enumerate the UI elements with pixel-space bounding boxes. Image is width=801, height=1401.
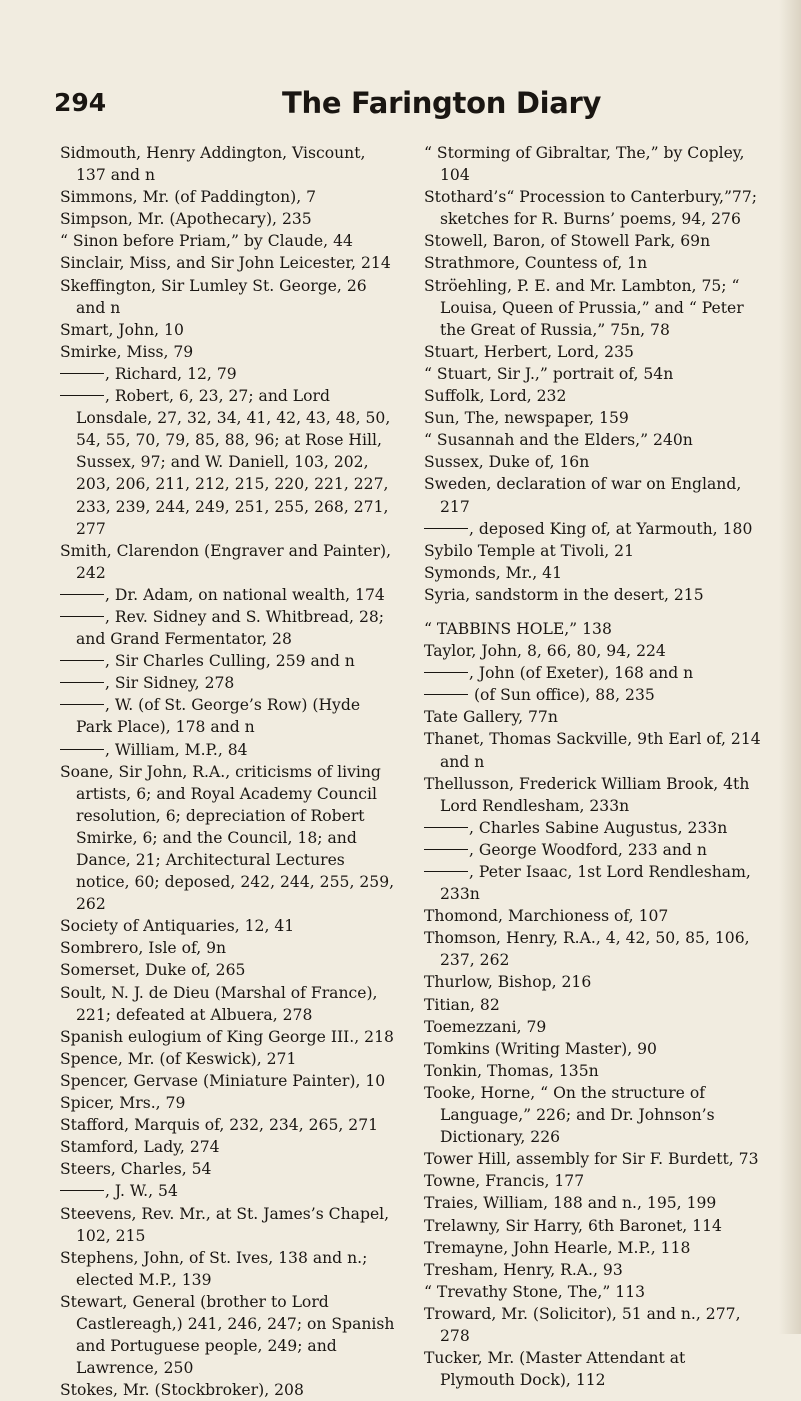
index-entry [424, 1215, 764, 1237]
ditto-dash [60, 594, 104, 595]
index-entry-text: Thurlow, Bishop, 216 [424, 973, 592, 992]
index-entry-text: Stuart, Herbert, Lord, 235 [424, 342, 634, 361]
index-entry [424, 662, 764, 684]
index-entry [424, 1303, 764, 1347]
index-entry [424, 618, 764, 640]
index-entry-text: Spencer, Gervase (Miniature Painter), 10 [60, 1071, 386, 1090]
index-entry-text: Smith, Clarendon (Engraver and Painter), 242 [60, 541, 392, 582]
index-entry [60, 672, 400, 694]
index-entry-text: Tate Gallery, 77n [424, 708, 558, 727]
index-entry-text: Stothard’s“ Procession to Canterbury,”77; sketches for R. Burns’ poems, 94, 276 [424, 188, 758, 229]
index-entry-text: , Sir Sidney, 278 [105, 674, 235, 693]
index-entry [424, 1016, 764, 1038]
index-entry-text: , deposed King of, at Yarmouth, 180 [469, 519, 753, 538]
index-entry-text: Smirke, Miss, 79 [60, 342, 194, 361]
index-entry-text: Sidmouth, Henry Addington, Viscount, 137 and n [60, 144, 366, 185]
index-entry-text: Tower Hill, assembly for Sir F. Burdett, 73 [424, 1150, 759, 1169]
index-entry-text: “ TABBINS HOLE,” 138 [424, 619, 612, 638]
index-entry-text: Tresham, Henry, R.A., 93 [424, 1260, 623, 1279]
index-entry [424, 817, 764, 839]
index-entry [424, 451, 764, 473]
index-entry [60, 1247, 400, 1291]
page-number: 294 [54, 88, 107, 117]
index-entry [424, 363, 764, 385]
index-entry-text: “ Sinon before Priam,” by Claude, 44 [60, 232, 353, 251]
index-entry [60, 1048, 400, 1070]
index-entry-text: “ Storming of Gibraltar, The,” by Copley, 104 [424, 144, 745, 185]
index-entry-text: Suffolk, Lord, 232 [424, 387, 567, 406]
index-entry [60, 208, 400, 230]
index-entry [424, 407, 764, 429]
index-entry-text: (of Sun office), 88, 235 [469, 686, 655, 705]
index-entry-text: “ Trevathy Stone, The,” 113 [424, 1282, 646, 1301]
index-entry [424, 971, 764, 993]
index-entry [424, 1038, 764, 1060]
index-entry [60, 982, 400, 1026]
index-entry-text: Sweden, declaration of war on England, 217 [424, 475, 742, 516]
index-entry-text: Simpson, Mr. (Apothecary), 235 [60, 210, 312, 229]
index-entry-text: Tremayne, John Hearle, M.P., 118 [424, 1238, 691, 1257]
index-entry-text: Society of Antiquaries, 12, 41 [60, 917, 295, 936]
index-entry [424, 429, 764, 451]
index-entry [60, 252, 400, 274]
index-entry [424, 728, 764, 772]
index-entry [60, 385, 400, 540]
ditto-dash [424, 871, 468, 872]
index-entry [60, 1092, 400, 1114]
index-entry-text: Spence, Mr. (of Keswick), 271 [60, 1049, 297, 1068]
index-entry [60, 341, 400, 363]
index-entry-text: , John (of Exeter), 168 and n [469, 664, 694, 683]
index-entry [424, 584, 764, 606]
index-entry [424, 540, 764, 562]
index-entry-text: Thomson, Henry, R.A., 4, 42, 50, 85, 106, 237, 262 [424, 929, 750, 970]
index-entry-text: Somerset, Duke of, 265 [60, 961, 246, 980]
index-entry [424, 275, 764, 341]
index-entry [424, 186, 764, 230]
index-entry-text: Stokes, Mr. (Stockbroker), 208 [60, 1381, 304, 1400]
ditto-dash [60, 373, 104, 374]
index-entry-text: Soane, Sir John, R.A., criticisms of living artists, 6; and Royal Academy Council resolution, 6; depreciation of Robert Smirke, 6; and the Council, 18; and Dance, 21; Architectural Lectures notice, 60; deposed, 242, 244, 255, 259, 262 [60, 762, 395, 914]
index-entry-text: Syria, sandstorm in the desert, 215 [424, 585, 704, 604]
index-entry-text: Thomond, Marchioness of, 107 [424, 907, 669, 926]
index-entry-text: Thanet, Thomas Sackville, 9th Earl of, 214 and n [424, 730, 761, 771]
ditto-dash [424, 827, 468, 828]
index-entry-text: Skeffington, Sir Lumley St. George, 26 and n [60, 276, 367, 317]
index-entry-text: , William, M.P., 84 [105, 740, 248, 759]
ditto-dash [60, 395, 104, 396]
ditto-dash [60, 616, 104, 617]
index-entry-text: Sun, The, newspaper, 159 [424, 409, 629, 428]
page-header [54, 86, 754, 126]
index-entry-text: Stafford, Marquis of, 232, 234, 265, 271 [60, 1116, 379, 1135]
index-entry [424, 1082, 764, 1148]
index-entry-text: Soult, N. J. de Dieu (Marshal of France), 221; defeated at Albuera, 278 [60, 983, 378, 1024]
page-edge-shadow [779, 0, 801, 1334]
index-entry [60, 275, 400, 319]
index-entry-text: Stewart, General (brother to Lord Castlereagh,) 241, 246, 247; on Spanish and Portuguese people, 249; and Lawrence, 250 [60, 1292, 395, 1378]
index-entry [424, 839, 764, 861]
index-entry-text: Stamford, Lady, 274 [60, 1138, 220, 1157]
index-entry-text: Spanish eulogium of King George III., 218 [60, 1027, 394, 1046]
ditto-dash [424, 672, 468, 673]
index-entry [60, 230, 400, 252]
index-entry [60, 761, 400, 916]
index-entry [424, 1192, 764, 1214]
index-entry [60, 1070, 400, 1092]
ditto-dash [60, 749, 104, 750]
index-entry [424, 518, 764, 540]
index-entry-text: Tooke, Horne, “ On the structure of Language,” 226; and Dr. Johnson’s Dictionary, 226 [424, 1083, 715, 1147]
index-entry-text: , Charles Sabine Augustus, 233n [469, 818, 728, 837]
index-entry-text: , Sir Charles Culling, 259 and n [105, 652, 355, 671]
index-entry [424, 1259, 764, 1281]
index-entry [424, 1148, 764, 1170]
index-entry-text: Simmons, Mr. (of Paddington), 7 [60, 188, 317, 207]
index-entry-text: Sussex, Duke of, 16n [424, 453, 590, 472]
index-entry [424, 385, 764, 407]
index-entry [60, 319, 400, 341]
index-entry [424, 1170, 764, 1192]
index-entry [424, 142, 764, 186]
ditto-dash [60, 682, 104, 683]
index-entry [424, 562, 764, 584]
index-entry [60, 1026, 400, 1048]
ditto-dash [60, 704, 104, 705]
index-entry-text: Sybilo Temple at Tivoli, 21 [424, 541, 634, 560]
ditto-dash [60, 1190, 104, 1191]
index-entry [60, 937, 400, 959]
index-entry-text: Stephens, John, of St. Ives, 138 and n.; elected M.P., 139 [60, 1248, 368, 1289]
index-entry-text: Tonkin, Thomas, 135n [424, 1061, 599, 1080]
index-column-right [424, 142, 764, 1391]
index-entry [60, 1291, 400, 1379]
index-entry [424, 341, 764, 363]
index-entry [424, 1237, 764, 1259]
index-entry-text: Troward, Mr. (Solicitor), 51 and n., 277, 278 [424, 1304, 741, 1345]
index-entry-text: Stowell, Baron, of Stowell Park, 69n [424, 232, 711, 251]
index-entry [60, 1180, 400, 1202]
index-entry-text: Steevens, Rev. Mr., at St. James’s Chapel, 102, 215 [60, 1204, 390, 1245]
index-entry [60, 540, 400, 584]
index-entry [424, 473, 764, 517]
index-entry [60, 606, 400, 650]
index-entry [60, 363, 400, 385]
index-entry-text: , Robert, 6, 23, 27; and Lord Lonsdale, 27, 32, 34, 41, 42, 43, 48, 50, 54, 55, 70, 79, 85, 88, 96; at Rose Hill, Sussex, 97; and W. Daniell, 103, 202, 203, 206, 211, 212, 215, 220, 221, 227, 233, 239, 244, 249, 251, 255, 268, 271, 277 [76, 387, 391, 538]
index-entry-text: Steers, Charles, 54 [60, 1160, 212, 1179]
index-entry [424, 706, 764, 728]
index-entry-text: Smart, John, 10 [60, 320, 184, 339]
index-entry [60, 186, 400, 208]
index-entry [60, 739, 400, 761]
running-title: The Farington Diary [282, 86, 602, 120]
index-entry [424, 994, 764, 1016]
index-entry-text: Tucker, Mr. (Master Attendant at Plymouth Dock), 112 [424, 1349, 686, 1390]
index-entry-text: , Dr. Adam, on national wealth, 174 [105, 585, 385, 604]
index-entry [424, 861, 764, 905]
ditto-dash [424, 849, 468, 850]
index-entry [60, 915, 400, 937]
index-entry [424, 927, 764, 971]
index-entry [424, 684, 764, 706]
index-entry-text: Towne, Francis, 177 [424, 1172, 585, 1191]
index-entry-text: Strathmore, Countess of, 1n [424, 254, 648, 273]
index-entry-text: Spicer, Mrs., 79 [60, 1094, 186, 1113]
index-entry-text: , J. W., 54 [105, 1182, 178, 1201]
index-entry-text: , Richard, 12, 79 [105, 364, 237, 383]
index-entry [424, 252, 764, 274]
index-entry-text: Sinclair, Miss, and Sir John Leicester, 214 [60, 254, 391, 273]
index-entry [424, 1281, 764, 1303]
index-entry-text: , W. (of St. George’s Row) (Hyde Park Place), 178 and n [76, 696, 361, 737]
ditto-dash [60, 660, 104, 661]
index-entry-text: , Peter Isaac, 1st Lord Rendlesham, 233n [440, 863, 751, 904]
index-entry-text: Titian, 82 [424, 995, 500, 1014]
ditto-dash [424, 528, 468, 529]
ditto-dash [424, 694, 468, 695]
index-entry-text: Sombrero, Isle of, 9n [60, 939, 227, 958]
index-entry-text: “ Susannah and the Elders,” 240n [424, 431, 693, 450]
index-entry [424, 640, 764, 662]
index-entry [60, 1379, 400, 1401]
index-entry [60, 694, 400, 738]
index-entry-text: Traies, William, 188 and n., 195, 199 [424, 1194, 717, 1213]
index-entry [60, 1203, 400, 1247]
index-entry [424, 1347, 764, 1391]
index-entry [424, 230, 764, 252]
index-entry-text: Tomkins (Writing Master), 90 [424, 1039, 657, 1058]
index-entry [60, 1136, 400, 1158]
index-entry-text: Ströehling, P. E. and Mr. Lambton, 75; “ Louisa, Queen of Prussia,” and “ Peter the Great of Russia,” 75n, 78 [424, 276, 744, 339]
index-entry [60, 584, 400, 606]
index-entry-text: Toemezzani, 79 [424, 1017, 547, 1036]
index-entry [60, 1114, 400, 1136]
index-entry-text: Trelawny, Sir Harry, 6th Baronet, 114 [424, 1216, 722, 1235]
index-entry-text: Thellusson, Frederick William Brook, 4th Lord Rendlesham, 233n [424, 774, 750, 815]
index-entry-text: , George Woodford, 233 and n [469, 840, 707, 859]
index-entry [60, 142, 400, 186]
index-entry [60, 650, 400, 672]
index-entry [424, 905, 764, 927]
index-entry [60, 959, 400, 981]
index-column-left [60, 142, 400, 1401]
index-entry [60, 1158, 400, 1180]
index-entry [424, 773, 764, 817]
index-entry-text: , Rev. Sidney and S. Whitbread, 28; and Grand Fermentator, 28 [76, 607, 385, 649]
index-entry [424, 1060, 764, 1082]
index-entry-text: Symonds, Mr., 41 [424, 563, 563, 582]
index-entry-text: “ Stuart, Sir J.,” portrait of, 54n [424, 364, 674, 383]
index-entry-text: Taylor, John, 8, 66, 80, 94, 224 [424, 642, 666, 661]
